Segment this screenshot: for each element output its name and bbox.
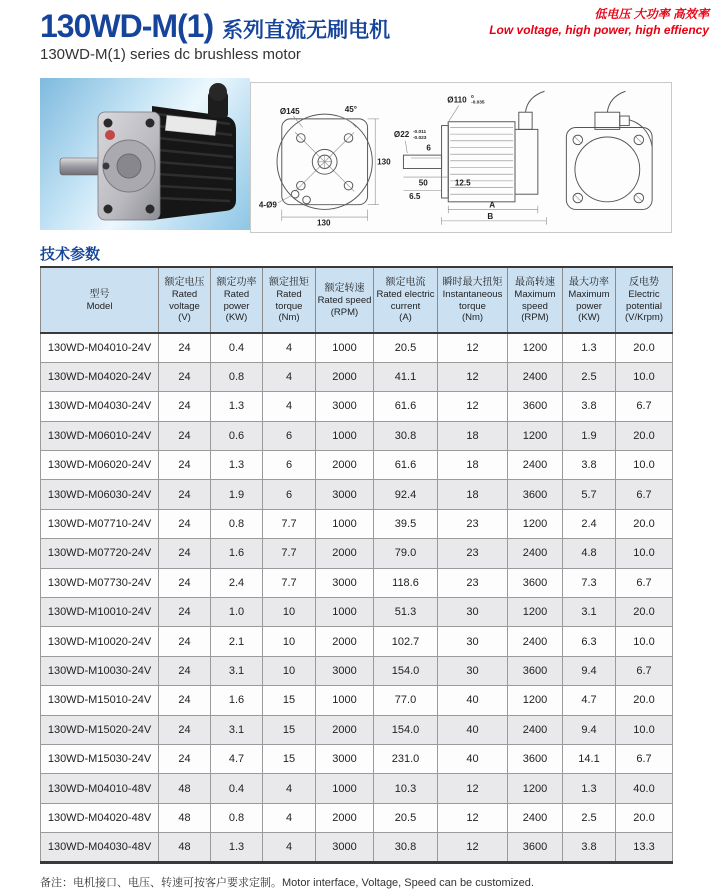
value-cell: 10 [263,627,316,656]
value-cell: 3600 [508,392,563,421]
model-cell: 130WD-M06030-24V [41,480,159,509]
value-cell: 20.0 [616,421,673,450]
table-row [41,598,673,627]
value-cell: 30 [438,598,508,627]
value-cell: 61.6 [374,451,438,480]
value-cell: 41.1 [374,362,438,391]
table-row [41,451,673,480]
dim-width: 130 [317,218,331,228]
value-cell: 6 [263,480,316,509]
value-cell: 1200 [508,421,563,450]
value-cell: 1.6 [211,539,263,568]
column-header: 额定电压 Rated voltage (V) [159,267,211,333]
value-cell: 2.1 [211,627,263,656]
value-cell: 5.7 [563,480,616,509]
model-cell: 130WD-M07720-24V [41,539,159,568]
column-header: 最大功率 Maximum power (KW) [563,267,616,333]
value-cell: 10.0 [616,362,673,391]
value-cell: 2400 [508,803,563,832]
dim-key-len: 12.5 [455,178,472,188]
dim-angle: 45° [344,105,357,115]
value-cell: 1000 [316,421,374,450]
value-cell: 0.4 [211,774,263,803]
model-cell: 130WD-M04020-48V [41,803,159,832]
value-cell: 2000 [316,451,374,480]
column-header: 型号 Model [41,267,159,333]
value-cell: 6.7 [616,656,673,685]
value-cell: 20.0 [616,598,673,627]
value-cell: 4 [263,833,316,862]
dim-height: 130 [377,157,391,167]
value-cell: 3.1 [211,715,263,744]
value-cell: 3600 [508,744,563,773]
value-cell: 14.1 [563,744,616,773]
side-view-drawing [392,84,552,231]
value-cell: 10.0 [616,627,673,656]
value-cell: 3000 [316,744,374,773]
value-cell: 24 [159,568,211,597]
value-cell: 12 [438,362,508,391]
value-cell: 24 [159,333,211,362]
value-cell: 0.4 [211,333,263,362]
value-cell: 18 [438,421,508,450]
value-cell: 24 [159,686,211,715]
value-cell: 4.8 [563,539,616,568]
dim-shaft-dia: Ø22 [394,130,410,140]
value-cell: 12 [438,833,508,862]
value-cell: 7.7 [263,509,316,538]
value-cell: 24 [159,627,211,656]
value-cell: 1000 [316,598,374,627]
value-cell: 15 [263,715,316,744]
column-header: 额定功率 Rated power (KW) [211,267,263,333]
section-title: 技术参数 [40,246,101,263]
value-cell: 24 [159,744,211,773]
table-row [41,392,673,421]
value-cell: 92.4 [374,480,438,509]
value-cell: 102.7 [374,627,438,656]
value-cell: 1200 [508,333,563,362]
dim-flange-thk: 6.5 [409,191,421,201]
value-cell: 1.9 [563,421,616,450]
value-cell: 1.3 [563,333,616,362]
dim-shaft-tol-up: -0.011 [413,130,427,136]
value-cell: 20.0 [616,333,673,362]
value-cell: 1200 [508,509,563,538]
model-cell: 130WD-M10010-24V [41,598,159,627]
column-header: 反电势 Electric potential (V/Krpm) [616,267,673,333]
model-cell: 130WD-M15010-24V [41,686,159,715]
value-cell: 2400 [508,627,563,656]
value-cell: 24 [159,715,211,744]
value-cell: 1200 [508,686,563,715]
value-cell: 10 [263,598,316,627]
value-cell: 23 [438,568,508,597]
value-cell: 48 [159,833,211,862]
value-cell: 12 [438,803,508,832]
value-cell: 4 [263,362,316,391]
value-cell: 2000 [316,803,374,832]
value-cell: 2400 [508,451,563,480]
value-cell: 51.3 [374,598,438,627]
column-header: 额定转速 Rated speed (RPM) [316,267,374,333]
column-header: 额定电流 Rated electric current (A) [374,267,438,333]
value-cell: 0.8 [211,362,263,391]
table-row [41,539,673,568]
value-cell: 7.7 [263,568,316,597]
value-cell: 2400 [508,539,563,568]
value-cell: 231.0 [374,744,438,773]
table-row [41,333,673,362]
model-cell: 130WD-M04020-24V [41,362,159,391]
value-cell: 20.0 [616,509,673,538]
table-row [41,480,673,509]
value-cell: 1000 [316,509,374,538]
value-cell: 1.3 [563,774,616,803]
value-cell: 3.8 [563,833,616,862]
value-cell: 24 [159,539,211,568]
value-cell: 0.6 [211,421,263,450]
model-cell: 130WD-M10030-24V [41,656,159,685]
value-cell: 1.3 [211,392,263,421]
value-cell: 10.0 [616,715,673,744]
value-cell: 24 [159,451,211,480]
model-cell: 130WD-M04010-48V [41,774,159,803]
table-row [41,715,673,744]
model-cell: 130WD-M15030-24V [41,744,159,773]
value-cell: 40 [438,686,508,715]
value-cell: 154.0 [374,656,438,685]
value-cell: 18 [438,480,508,509]
model-cell: 130WD-M06020-24V [41,451,159,480]
value-cell: 10.3 [374,774,438,803]
value-cell: 10.0 [616,539,673,568]
value-cell: 1.3 [211,451,263,480]
value-cell: 3600 [508,656,563,685]
value-cell: 20.5 [374,803,438,832]
title-line [40,8,390,45]
dim-b: B [487,211,494,221]
value-cell: 24 [159,656,211,685]
value-cell: 23 [438,539,508,568]
value-cell: 9.4 [563,715,616,744]
spec-table-body [41,333,673,862]
value-cell: 6.7 [616,392,673,421]
value-cell: 12 [438,333,508,362]
value-cell: 3000 [316,392,374,421]
value-cell: 6 [263,451,316,480]
table-row [41,744,673,773]
value-cell: 48 [159,803,211,832]
value-cell: 4.7 [211,744,263,773]
dim-shaft-tol-dn: -0.023 [413,135,427,141]
value-cell: 6.7 [616,744,673,773]
value-cell: 30 [438,656,508,685]
model-cell: 130WD-M15020-24V [41,715,159,744]
value-cell: 3.8 [563,392,616,421]
value-cell: 2000 [316,362,374,391]
model-cell: 130WD-M04030-48V [41,833,159,862]
slogan [489,6,709,38]
value-cell: 40 [438,715,508,744]
value-cell: 7.3 [563,568,616,597]
page-title-cn: 系列直流无刷电机 [222,19,391,42]
technical-drawings-panel [250,82,672,233]
value-cell: 2.4 [211,568,263,597]
value-cell: 40 [438,744,508,773]
page-title: 130WD-M(1) [40,8,214,44]
motor-photo-illustration [40,78,250,230]
table-row [41,362,673,391]
dim-spigot-dia: Ø110 [447,95,468,105]
value-cell: 20.0 [616,686,673,715]
value-cell: 24 [159,480,211,509]
value-cell: 1.3 [211,833,263,862]
value-cell: 4 [263,774,316,803]
model-cell: 130WD-M04010-24V [41,333,159,362]
value-cell: 1200 [508,774,563,803]
value-cell: 39.5 [374,509,438,538]
value-cell: 20.0 [616,803,673,832]
value-cell: 79.0 [374,539,438,568]
value-cell: 1200 [508,598,563,627]
value-cell: 10.0 [616,451,673,480]
value-cell: 15 [263,744,316,773]
value-cell: 1000 [316,333,374,362]
value-cell: 24 [159,362,211,391]
value-cell: 9.4 [563,656,616,685]
dim-holes: 4-Ø9 [258,200,277,210]
value-cell: 3600 [508,568,563,597]
spec-table [40,266,673,864]
table-row [41,568,673,597]
motor-photo [40,78,250,230]
page-subtitle: 130WD-M(1) series dc brushless motor [40,46,301,63]
value-cell: 3.8 [563,451,616,480]
value-cell: 3.1 [563,598,616,627]
dim-spigot-tol-dn: -0.035 [471,100,485,106]
value-cell: 4 [263,803,316,832]
value-cell: 6.7 [616,568,673,597]
value-cell: 3.1 [211,656,263,685]
value-cell: 7.7 [263,539,316,568]
value-cell: 2000 [316,627,374,656]
spec-table-header-row [41,267,673,333]
table-row [41,509,673,538]
value-cell: 30 [438,627,508,656]
value-cell: 3000 [316,656,374,685]
model-cell: 130WD-M04030-24V [41,392,159,421]
table-row [41,833,673,862]
table-row [41,686,673,715]
value-cell: 4 [263,333,316,362]
value-cell: 2.5 [563,803,616,832]
value-cell: 15 [263,686,316,715]
footer-note: 备注：电机接口、电压、转速可按客户要求定制。Motor interface, Voltage, Speed can be customized. [40,877,534,889]
value-cell: 13.3 [616,833,673,862]
slogan-en: Low voltage, high power, high effiency [489,23,709,38]
dim-spigot-tol-up: 0 [471,94,475,100]
slogan-cn: 低电压 大功率 高效率 [594,7,709,21]
value-cell: 30.8 [374,833,438,862]
value-cell: 1000 [316,774,374,803]
value-cell: 24 [159,421,211,450]
value-cell: 6.7 [616,480,673,509]
value-cell: 3000 [316,480,374,509]
dim-shaft-len: 50 [419,178,429,188]
value-cell: 40.0 [616,774,673,803]
value-cell: 2000 [316,539,374,568]
value-cell: 30.8 [374,421,438,450]
value-cell: 77.0 [374,686,438,715]
value-cell: 0.8 [211,803,263,832]
value-cell: 1.6 [211,686,263,715]
value-cell: 24 [159,392,211,421]
header [40,8,390,63]
model-cell: 130WD-M07710-24V [41,509,159,538]
table-row [41,421,673,450]
value-cell: 2400 [508,715,563,744]
value-cell: 61.6 [374,392,438,421]
value-cell: 1000 [316,686,374,715]
table-row [41,774,673,803]
column-header: 额定扭矩 Rated torque (Nm) [263,267,316,333]
value-cell: 118.6 [374,568,438,597]
table-row [41,656,673,685]
value-cell: 0.8 [211,509,263,538]
table-row [41,803,673,832]
value-cell: 2400 [508,362,563,391]
value-cell: 3600 [508,480,563,509]
value-cell: 3600 [508,833,563,862]
value-cell: 23 [438,509,508,538]
value-cell: 154.0 [374,715,438,744]
value-cell: 24 [159,598,211,627]
value-cell: 18 [438,451,508,480]
value-cell: 2.5 [563,362,616,391]
value-cell: 6.3 [563,627,616,656]
value-cell: 10 [263,656,316,685]
model-cell: 130WD-M07730-24V [41,568,159,597]
model-cell: 130WD-M10020-24V [41,627,159,656]
dim-a: A [489,200,496,210]
value-cell: 3000 [316,833,374,862]
value-cell: 12 [438,774,508,803]
value-cell: 1.0 [211,598,263,627]
column-header: 最高转速 Maximum speed (RPM) [508,267,563,333]
value-cell: 12 [438,392,508,421]
dim-key-width: 6 [426,143,432,153]
value-cell: 24 [159,509,211,538]
value-cell: 4 [263,392,316,421]
value-cell: 20.5 [374,333,438,362]
value-cell: 6 [263,421,316,450]
model-cell: 130WD-M06010-24V [41,421,159,450]
column-header: 瞬时最大扭矩 Instantaneous torque (Nm) [438,267,508,333]
value-cell: 48 [159,774,211,803]
table-row [41,627,673,656]
rear-view-drawing [553,84,665,231]
value-cell: 2000 [316,715,374,744]
value-cell: 4.7 [563,686,616,715]
value-cell: 1.9 [211,480,263,509]
value-cell: 3000 [316,568,374,597]
dim-flange-dia: Ø145 [279,107,300,117]
value-cell: 2.4 [563,509,616,538]
front-view-drawing [257,84,392,231]
